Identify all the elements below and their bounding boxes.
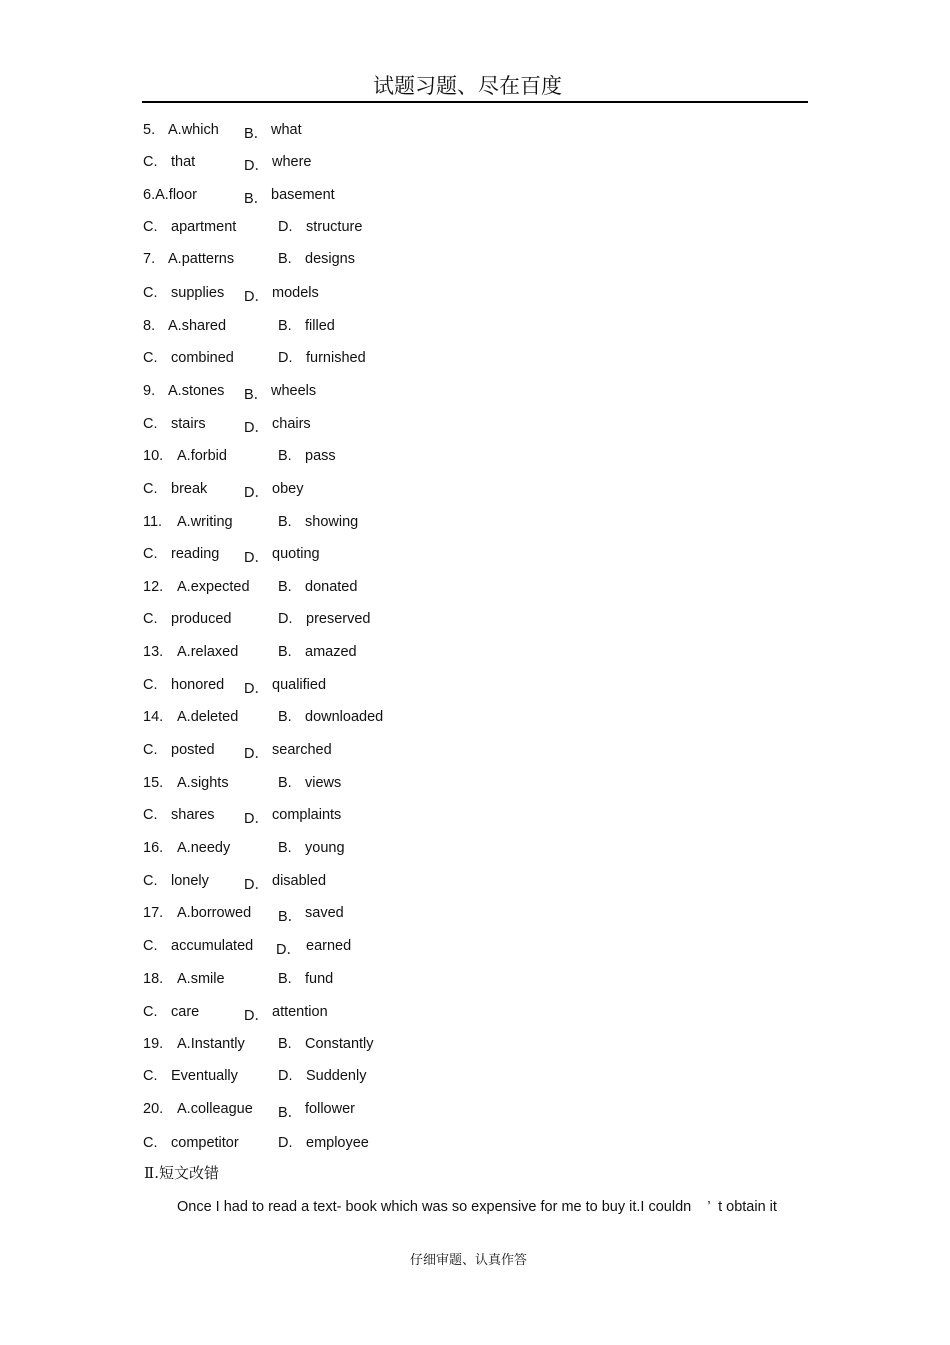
option-b-letter: B. xyxy=(278,775,292,791)
option-d-letter: D． xyxy=(244,811,269,827)
option-d: attention xyxy=(272,1004,328,1020)
option-a: A.writing xyxy=(177,514,233,530)
option-d: structure xyxy=(306,219,363,235)
option-a: A.smile xyxy=(177,971,225,987)
option-a: A.patterns xyxy=(168,251,235,267)
option-d-letter: D． xyxy=(244,158,269,174)
option-d: complaints xyxy=(272,807,342,823)
question-number: 5. xyxy=(143,122,156,138)
question-number: 18. xyxy=(143,971,164,987)
option-d-letter: D． xyxy=(276,942,301,958)
option-c: lonely xyxy=(171,873,209,889)
question-number: 17. xyxy=(143,905,164,921)
option-c-letter: C. xyxy=(143,350,158,366)
option-c-letter: C. xyxy=(143,546,158,562)
option-d-letter: D． xyxy=(244,1008,269,1024)
option-c: Eventually xyxy=(171,1068,238,1084)
option-d: Suddenly xyxy=(306,1068,367,1084)
option-c-letter: C. xyxy=(143,416,158,432)
option-c: that xyxy=(171,154,196,170)
option-d: chairs xyxy=(272,416,311,432)
option-b-letter: B． xyxy=(278,909,303,925)
option-b: designs xyxy=(305,251,355,267)
question-number: 9. xyxy=(143,383,156,399)
option-d: qualified xyxy=(272,677,327,693)
option-c: reading xyxy=(171,546,220,562)
option-a: A.colleague xyxy=(177,1101,253,1117)
option-d: where xyxy=(272,154,312,170)
option-d-letter: D． xyxy=(244,681,269,697)
question-number: 10. xyxy=(143,448,164,464)
option-d: employee xyxy=(306,1135,369,1151)
question-number: 8. xyxy=(143,318,156,334)
option-d-letter: D. xyxy=(278,1135,293,1151)
question-number: 19. xyxy=(143,1036,164,1052)
option-b: wheels xyxy=(271,383,317,399)
question-number: 12. xyxy=(143,579,164,595)
option-b: saved xyxy=(305,905,344,921)
option-a: A.forbid xyxy=(177,448,227,464)
option-d-letter: D． xyxy=(244,485,269,501)
option-b-letter: B. xyxy=(278,251,292,267)
option-c: break xyxy=(171,481,208,497)
option-a: A.Instantly xyxy=(177,1036,245,1052)
option-d-letter: D. xyxy=(278,219,293,235)
option-c: stairs xyxy=(171,416,206,432)
option-c: accumulated xyxy=(171,938,254,954)
option-b: fund xyxy=(305,971,334,987)
section-title: Ⅱ.短文改错 xyxy=(144,1164,219,1182)
option-c-letter: C. xyxy=(143,481,158,497)
option-c-letter: C. xyxy=(143,154,158,170)
option-c: competitor xyxy=(171,1135,239,1151)
option-c-letter: C. xyxy=(143,1068,158,1084)
option-a: A.deleted xyxy=(177,709,239,725)
option-b: Constantly xyxy=(305,1036,374,1052)
option-c: care xyxy=(171,1004,200,1020)
option-b: young xyxy=(305,840,345,856)
option-d: earned xyxy=(306,938,352,954)
option-b: follower xyxy=(305,1101,355,1117)
option-b-letter: B. xyxy=(278,514,292,530)
option-c-letter: C. xyxy=(143,677,158,693)
option-b-letter: B． xyxy=(278,1105,303,1121)
option-a: A.which xyxy=(168,122,219,138)
option-d-letter: D． xyxy=(244,877,269,893)
option-b: amazed xyxy=(305,644,357,660)
option-b: donated xyxy=(305,579,358,595)
option-d-letter: D. xyxy=(278,611,293,627)
question-number: 16. xyxy=(143,840,164,856)
option-a: A.relaxed xyxy=(177,644,239,660)
option-b-letter: B. xyxy=(278,971,292,987)
option-b-letter: B． xyxy=(244,191,269,207)
option-c: apartment xyxy=(171,219,237,235)
option-b-letter: B． xyxy=(244,126,269,142)
question-number: 11. xyxy=(143,514,163,530)
option-c-letter: C. xyxy=(143,285,158,301)
option-a: A.sights xyxy=(177,775,229,791)
option-b: basement xyxy=(271,187,335,203)
option-b: showing xyxy=(305,514,359,530)
page-footer: 仔细审题、认真作答 xyxy=(409,1253,527,1268)
option-c: posted xyxy=(171,742,215,758)
option-a: A.expected xyxy=(177,579,250,595)
option-c: combined xyxy=(171,350,234,366)
option-c-letter: C. xyxy=(143,807,158,823)
passage-text: Once I had to read a text- book which was so expensive for me to buy it.I couldn ’ t obtain it xyxy=(177,1199,777,1215)
option-d: searched xyxy=(272,742,332,758)
question-number: 7. xyxy=(143,251,156,267)
question-number: 14. xyxy=(143,709,164,725)
option-c-letter: C. xyxy=(143,219,158,235)
question-number: 20. xyxy=(143,1101,164,1117)
option-a: A.needy xyxy=(177,840,231,856)
option-b: downloaded xyxy=(305,709,384,725)
option-c: supplies xyxy=(171,285,225,301)
option-b: pass xyxy=(305,448,336,464)
option-d: disabled xyxy=(272,873,327,889)
option-d: furnished xyxy=(306,350,366,366)
option-c: honored xyxy=(171,677,225,693)
option-d: models xyxy=(272,285,319,301)
question-number: 15. xyxy=(143,775,164,791)
option-b: what xyxy=(271,122,302,138)
option-c-letter: C. xyxy=(143,611,158,627)
option-b-letter: B. xyxy=(278,709,292,725)
option-c-letter: C. xyxy=(143,873,158,889)
option-d-letter: D． xyxy=(244,746,269,762)
question-number: 6.A.floor xyxy=(143,187,197,203)
page-header-title: 试题习题、尽在百度 xyxy=(373,74,562,98)
option-d: obey xyxy=(272,481,304,497)
option-b-letter: B. xyxy=(278,318,292,334)
option-b-letter: B. xyxy=(278,448,292,464)
option-b-letter: B． xyxy=(244,387,269,403)
option-b-letter: B. xyxy=(278,840,292,856)
option-d-letter: D. xyxy=(278,1068,293,1084)
option-a: A.borrowed xyxy=(177,905,252,921)
option-d: quoting xyxy=(272,546,320,562)
option-d-letter: D. xyxy=(278,350,293,366)
question-number: 13. xyxy=(143,644,164,660)
option-a: A.shared xyxy=(168,318,227,334)
option-c-letter: C. xyxy=(143,1004,158,1020)
option-b-letter: B. xyxy=(278,579,292,595)
header-divider xyxy=(142,101,808,103)
option-b-letter: B. xyxy=(278,1036,292,1052)
option-c: shares xyxy=(171,807,215,823)
option-b: views xyxy=(305,775,342,791)
option-d-letter: D． xyxy=(244,289,269,305)
option-d-letter: D． xyxy=(244,550,269,566)
option-b-letter: B. xyxy=(278,644,292,660)
option-c-letter: C. xyxy=(143,938,158,954)
option-d-letter: D． xyxy=(244,420,269,436)
option-b: filled xyxy=(305,318,335,334)
option-c-letter: C. xyxy=(143,742,158,758)
option-c-letter: C. xyxy=(143,1135,158,1151)
option-a: A.stones xyxy=(168,383,225,399)
option-d: preserved xyxy=(306,611,371,627)
option-c: produced xyxy=(171,611,232,627)
